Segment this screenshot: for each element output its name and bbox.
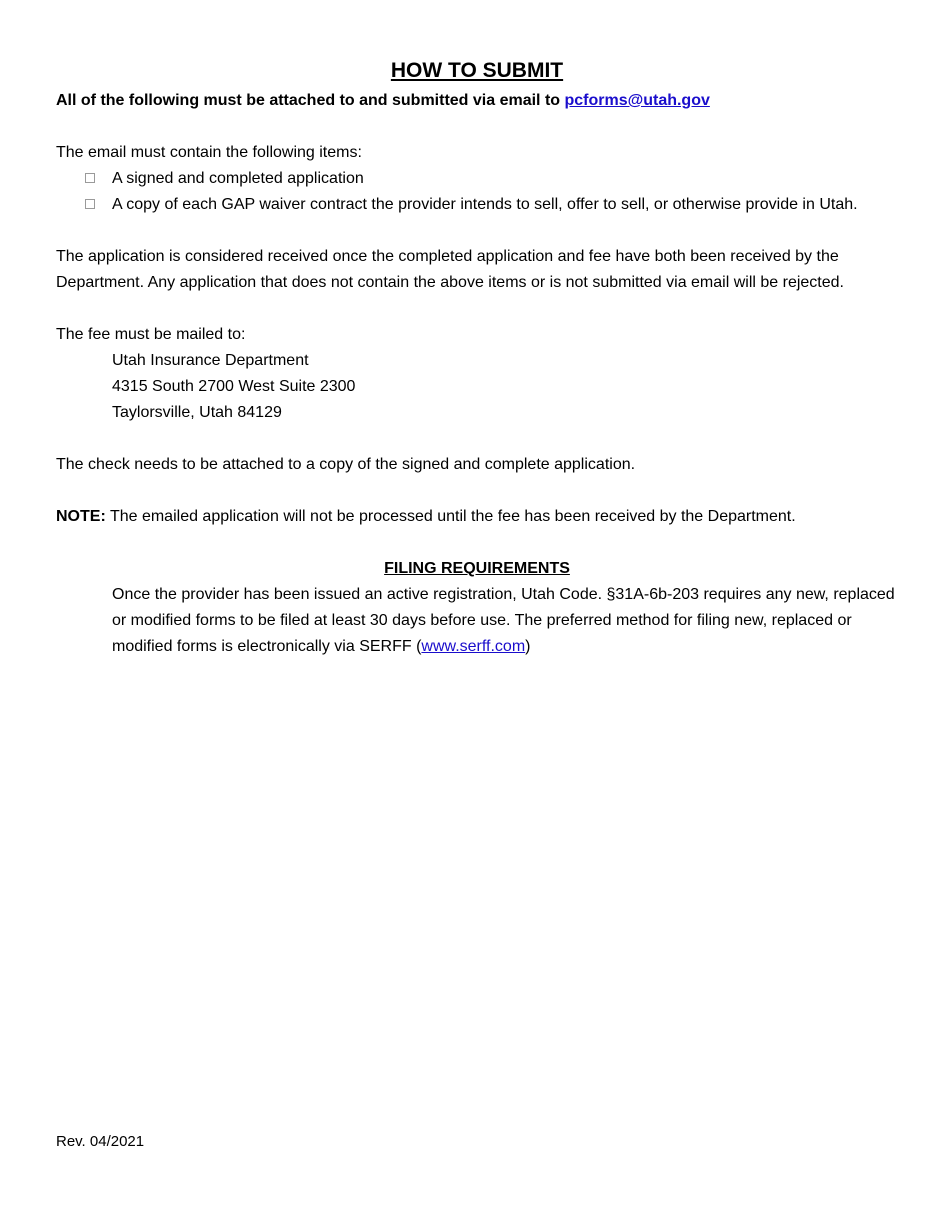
revision-footer: Rev. 04/2021 <box>56 1133 145 1150</box>
spacer <box>56 114 898 140</box>
note-label: NOTE: <box>56 508 106 525</box>
filing-text-end: ) <box>525 638 531 655</box>
note-text: The emailed application will not be processed until the fee has been received by the Department. <box>105 508 796 525</box>
address-line: 4315 South 2700 West Suite 2300 <box>112 378 356 395</box>
list-item <box>56 166 898 192</box>
items-intro: The email must contain the following items: <box>56 144 362 161</box>
spacer <box>56 296 898 322</box>
spacer <box>56 426 898 452</box>
filing-text: Once the provider has been issued an active registration, Utah Code. §31A-6b-203 requires any new, replaced or modified forms to be filed at least 30 days before use. The preferred method for filing new, replaced or modified forms is electronically via SERFF ( <box>112 586 895 655</box>
address-line: Utah Insurance Department <box>112 352 309 369</box>
address-line: Taylorsville, Utah 84129 <box>112 404 282 421</box>
list-item-text: A signed and completed application <box>112 170 364 187</box>
mailing-address <box>56 348 898 426</box>
note-paragraph <box>56 504 898 530</box>
document-page <box>56 56 898 660</box>
checkbox-icon <box>85 199 95 209</box>
fee-intro: The fee must be mailed to: <box>56 326 246 343</box>
email-link[interactable]: pcforms@utah.gov <box>564 92 710 109</box>
list-item-text: A copy of each GAP waiver contract the provider intends to sell, offer to sell, or otherwise provide in Utah. <box>112 196 858 213</box>
submission-lead-text: All of the following must be attached to and submitted via email to <box>56 92 565 109</box>
check-paragraph: The check needs to be attached to a copy of the signed and complete application. <box>56 456 636 473</box>
spacer <box>56 478 898 504</box>
received-paragraph: The application is considered received once the completed application and fee have both been received by the Department. Any application that does not contain the above items or is not submitted via email will be rejected. <box>56 248 844 291</box>
checkbox-icon <box>85 173 95 183</box>
page-title: HOW TO SUBMIT <box>390 59 564 82</box>
list-item <box>56 192 898 218</box>
spacer <box>56 218 898 244</box>
submission-instructions <box>56 88 898 114</box>
spacer <box>56 530 898 556</box>
serff-link[interactable]: www.serff.com <box>421 638 526 655</box>
filing-requirements-text <box>56 582 898 660</box>
required-items-list <box>56 166 898 218</box>
filing-requirements-title: FILING REQUIREMENTS <box>384 560 570 577</box>
